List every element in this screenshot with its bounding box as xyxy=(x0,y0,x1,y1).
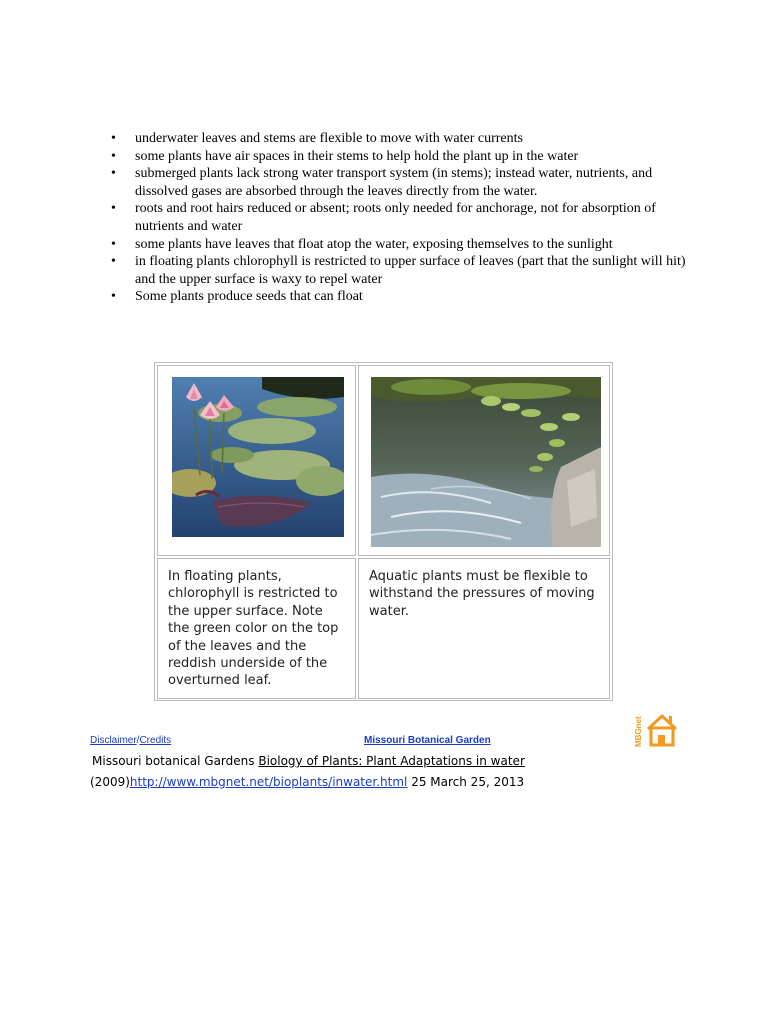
water-lily-photo-cell xyxy=(157,365,356,556)
list-item: • roots and root hairs reduced or absent; roots only needed for anchorage, not for absorption of nutrients and water xyxy=(111,201,656,234)
list-item: • in floating plants chlorophyll is restricted to upper surface of leaves (part that the sunlight will hit) and the upper surface is waxy to repel water xyxy=(111,254,686,287)
bullet-icon: • xyxy=(111,201,116,217)
bullet-icon: • xyxy=(111,236,116,252)
water-lily-photo xyxy=(172,377,344,537)
list-item: • Some plants produce seeds that can float xyxy=(111,289,363,305)
credits-link[interactable]: Credits xyxy=(139,735,172,746)
aquatic-plants-caption: Aquatic plants must be flexible to withstand the pressures of moving water. xyxy=(369,569,595,619)
list-item: • underwater leaves and stems are flexible to move with water currents xyxy=(111,131,523,146)
citation-title: Biology of Plants: Plant Adaptations in water xyxy=(258,754,525,768)
bullet-icon: • xyxy=(111,166,116,182)
adaptation-list xyxy=(108,130,698,306)
right-caption-cell xyxy=(358,558,610,699)
footer-left-links xyxy=(90,735,171,746)
floating-plants-caption: In floating plants, chlorophyll is restricted to the upper surface. Note the green color on the top of the leaves and the reddish underside of the overturned leaf. xyxy=(168,569,339,689)
list-item: • some plants have air spaces in their stems to help hold the plant up in the water xyxy=(111,148,579,164)
mbgnet-logo-icon[interactable] xyxy=(634,711,680,749)
bullet-icon: • xyxy=(111,289,116,305)
list-item: • submerged plants lack strong water transport system (in stems); instead water, nutrients, and dissolved gases are absorbed through the leaves directly from the water. xyxy=(111,166,653,199)
citation-date: 25 March 25, 2013 xyxy=(411,775,525,789)
list-item: • some plants have leaves that float atop the water, exposing themselves to the sunlight xyxy=(111,236,613,252)
bullet-icon: • xyxy=(111,148,116,164)
citation-year: (2009) xyxy=(90,775,130,789)
disclaimer-link[interactable]: Disclaimer xyxy=(90,735,137,746)
missouri-botanical-garden-link[interactable]: Missouri Botanical Garden xyxy=(364,735,491,746)
citation-author: Missouri botanical Gardens xyxy=(92,754,255,768)
logo-text: MBGnet xyxy=(634,716,643,747)
bullet-icon: • xyxy=(111,131,116,146)
left-caption-cell xyxy=(157,558,356,699)
footer-garden xyxy=(364,735,491,746)
stream-photo-cell xyxy=(358,365,610,556)
citation-line-2 xyxy=(90,775,524,789)
bullet-icon: • xyxy=(111,254,116,270)
citation-line-1 xyxy=(90,754,525,768)
stream-photo xyxy=(371,377,601,547)
link-separator: / xyxy=(136,735,140,746)
citation-url-link[interactable]: http://www.mbgnet.net/bioplants/inwater.html xyxy=(129,775,408,789)
figure-table xyxy=(154,362,613,701)
